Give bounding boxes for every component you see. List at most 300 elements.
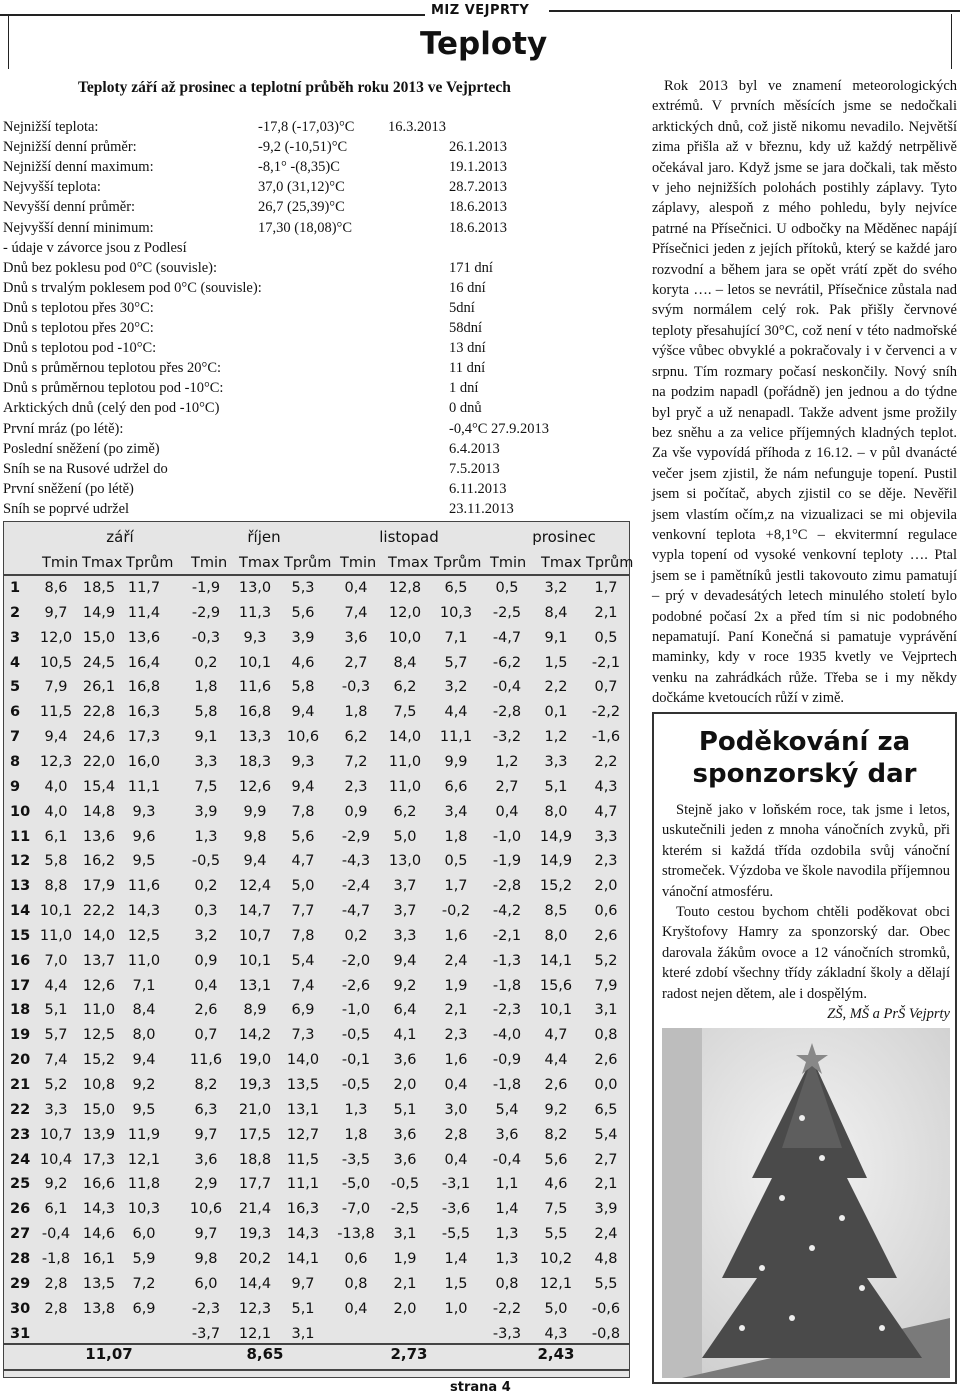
column-header: Tprům bbox=[434, 555, 482, 571]
table-cell: 0,4 bbox=[194, 977, 218, 994]
table-cell: 7,9 bbox=[44, 679, 68, 696]
table-cell: 2,6 bbox=[594, 1052, 618, 1069]
table-cell: 5,6 bbox=[291, 828, 315, 845]
table-cell: 3,3 bbox=[594, 828, 618, 845]
table-cell: 8,5 bbox=[544, 903, 568, 920]
table-cell: 12,5 bbox=[82, 1027, 116, 1044]
table-cell: 16,8 bbox=[238, 704, 272, 721]
day-number: 27 bbox=[10, 1226, 31, 1243]
table-cell: 5,6 bbox=[544, 1151, 568, 1168]
table-cell: 3,3 bbox=[393, 927, 417, 944]
table-cell: -0,1 bbox=[341, 1052, 371, 1069]
table-cell: 10,0 bbox=[388, 629, 422, 646]
table-cell: 16,1 bbox=[82, 1250, 116, 1267]
table-cell: 11,1 bbox=[127, 778, 161, 795]
month-header: říjen bbox=[247, 528, 281, 546]
table-cell: 9,4 bbox=[291, 704, 315, 721]
column-header: Tmax bbox=[541, 555, 582, 571]
table-cell: 24,6 bbox=[82, 729, 116, 746]
table-cell: -0,4 bbox=[41, 1226, 71, 1243]
table-cell: 14,3 bbox=[286, 1226, 320, 1243]
table-cell: 14,3 bbox=[82, 1201, 116, 1218]
stat-value: 0 dnů bbox=[449, 400, 482, 417]
day-number: 20 bbox=[10, 1052, 31, 1069]
table-cell: 2,4 bbox=[594, 1226, 618, 1243]
table-cell: 3,1 bbox=[291, 1325, 315, 1342]
stat-label: Sníh se poprvé udržel bbox=[3, 500, 130, 517]
table-cell: 10,2 bbox=[539, 1250, 573, 1267]
table-cell: 17,7 bbox=[238, 1176, 272, 1193]
table-cell: 6,0 bbox=[132, 1226, 156, 1243]
stat-value: 6.4.2013 bbox=[449, 440, 500, 457]
table-cell: 2,8 bbox=[44, 1300, 68, 1317]
table-cell: 13,5 bbox=[286, 1077, 320, 1093]
table-cell: 4,0 bbox=[44, 778, 68, 795]
table-cell: 1,5 bbox=[544, 654, 568, 671]
table-cell: 9,8 bbox=[194, 1250, 218, 1267]
table-cell: 7,5 bbox=[393, 704, 417, 721]
table-cell: 10,3 bbox=[127, 1201, 161, 1218]
month-average: 2,73 bbox=[390, 1345, 428, 1363]
table-cell: 2,9 bbox=[194, 1176, 218, 1193]
table-cell: 12,6 bbox=[238, 778, 272, 795]
table-cell: 12,0 bbox=[39, 629, 73, 646]
thanks-paragraph-2: Touto cestou bychom chtěli poděkovat obci Kryštofovy Hamry za sponzorský dar. Obec darovala žákům ovoce a 12 vánočních stromků, které zdobí všechny třídy základní školy a dělají radost nejen dětem, ale i dospělým. bbox=[662, 904, 950, 1002]
stat-value: 17,30 (18,08)°C bbox=[258, 219, 353, 236]
table-cell: -2,3 bbox=[191, 1300, 221, 1317]
table-cell: 7,8 bbox=[291, 803, 315, 820]
table-cell: 11,6 bbox=[127, 878, 161, 895]
table-cell: 2,1 bbox=[444, 1002, 468, 1019]
table-cell: 5,0 bbox=[544, 1300, 568, 1317]
table-cell: 1,6 bbox=[444, 927, 468, 944]
table-cell: 2,7 bbox=[594, 1151, 618, 1168]
stat-value: -8,1° -(8,35)C bbox=[258, 159, 340, 176]
table-cell: 8,0 bbox=[544, 803, 568, 820]
table-cell: 17,9 bbox=[82, 878, 116, 895]
table-cell: 3,9 bbox=[594, 1201, 618, 1218]
stat-label: Dnů s průměrnou teplotou pod -10°C: bbox=[3, 380, 224, 397]
table-cell: 0,1 bbox=[544, 704, 568, 721]
table-cell: 3,6 bbox=[495, 1126, 519, 1143]
table-cell: 13,6 bbox=[127, 629, 161, 646]
column-header: Tprům bbox=[126, 555, 174, 571]
table-cell: 4,4 bbox=[444, 704, 468, 721]
table-cell: -0,8 bbox=[591, 1325, 621, 1342]
table-cell: -2,9 bbox=[341, 828, 371, 845]
table-cell: -2,8 bbox=[492, 878, 522, 895]
table-cell: -0,5 bbox=[341, 1077, 371, 1093]
table-cell: 0,8 bbox=[594, 1027, 618, 1044]
table-cell: 0,5 bbox=[495, 580, 519, 596]
table-cell: 12,7 bbox=[286, 1126, 320, 1143]
thanks-title-line1: Poděkování za bbox=[698, 727, 911, 757]
table-cell: -1,8 bbox=[492, 1077, 522, 1093]
table-cell: 10,4 bbox=[39, 1151, 73, 1168]
article-subtitle: Teploty září až prosinec a teplotní průběh roku 2013 ve Vejprtech bbox=[78, 79, 511, 96]
table-cell: 5,5 bbox=[594, 1275, 618, 1292]
table-cell: -2,1 bbox=[492, 927, 522, 944]
table-cell: 1,7 bbox=[594, 580, 618, 596]
table-cell: 3,6 bbox=[194, 1151, 218, 1168]
table-cell: 4,6 bbox=[544, 1176, 568, 1193]
table-cell: 10,7 bbox=[39, 1126, 73, 1143]
table-cell: 11,0 bbox=[388, 753, 422, 770]
table-cell: 1,3 bbox=[344, 1101, 368, 1118]
table-cell: 1,8 bbox=[344, 1126, 368, 1143]
table-cell: 5,7 bbox=[44, 1027, 68, 1044]
table-cell: 1,0 bbox=[444, 1300, 468, 1317]
day-number: 13 bbox=[10, 878, 31, 895]
table-cell: -2,2 bbox=[591, 704, 621, 721]
table-cell: 11,6 bbox=[189, 1052, 223, 1069]
day-number: 25 bbox=[10, 1176, 31, 1193]
stat-value: 7.5.2013 bbox=[449, 460, 500, 477]
table-cell: 3,9 bbox=[194, 803, 218, 820]
table-cell: 9,3 bbox=[291, 753, 315, 770]
day-number: 15 bbox=[10, 927, 31, 944]
table-cell: 14,0 bbox=[286, 1052, 320, 1069]
table-cell: -1,6 bbox=[591, 729, 621, 746]
table-cell: 10,1 bbox=[539, 1002, 573, 1019]
table-cell: 3,0 bbox=[444, 1101, 468, 1118]
table-cell: 26,1 bbox=[82, 679, 116, 696]
stat-label: - údaje v závorce jsou z Podlesí bbox=[3, 239, 187, 256]
table-cell: 5,0 bbox=[393, 828, 417, 845]
table-cell: 7,3 bbox=[291, 1027, 315, 1044]
day-number: 22 bbox=[10, 1101, 31, 1118]
table-cell: 18,8 bbox=[238, 1151, 272, 1168]
table-cell: 4,4 bbox=[544, 1052, 568, 1069]
table-cell: 10,3 bbox=[439, 604, 473, 621]
day-number: 19 bbox=[10, 1027, 31, 1044]
table-cell: -2,0 bbox=[341, 952, 371, 969]
stat-label: Nejnižší teplota: bbox=[3, 119, 99, 135]
month-header: prosinec bbox=[532, 528, 596, 546]
column-header: Tprům bbox=[284, 555, 332, 571]
day-number: 7 bbox=[10, 729, 21, 746]
table-cell: 3,4 bbox=[444, 803, 468, 820]
day-number: 28 bbox=[10, 1250, 31, 1267]
month-average: 11,07 bbox=[85, 1345, 133, 1363]
table-cell: 5,8 bbox=[291, 679, 315, 696]
table-cell: -4,3 bbox=[341, 853, 371, 870]
table-cell: 0,9 bbox=[344, 803, 368, 820]
stat-value: -0,4°C 27.9.2013 bbox=[449, 420, 550, 437]
table-cell: 6,1 bbox=[44, 828, 68, 845]
stat-value: 23.11.2013 bbox=[449, 500, 514, 517]
table-cell: 3,2 bbox=[194, 927, 218, 944]
table-cell: -4,7 bbox=[492, 629, 522, 646]
day-number: 16 bbox=[10, 952, 31, 969]
table-cell: 11,5 bbox=[286, 1151, 320, 1168]
stat-label: Dnů s teplotou přes 20°C: bbox=[3, 320, 154, 336]
table-cell: 9,2 bbox=[132, 1077, 156, 1093]
table-cell: 5,3 bbox=[291, 580, 315, 596]
table-cell: -3,2 bbox=[492, 729, 522, 746]
table-cell: -1,0 bbox=[492, 828, 522, 845]
table-cell: -4,0 bbox=[492, 1027, 522, 1044]
table-cell: 3,3 bbox=[44, 1101, 68, 1118]
table-cell: -1,9 bbox=[191, 580, 221, 596]
table-cell: 9,2 bbox=[544, 1101, 568, 1118]
stat-value: -17,8 (-17,03)°C bbox=[258, 119, 355, 135]
day-number: 9 bbox=[10, 778, 21, 795]
table-cell: 8,9 bbox=[243, 1002, 267, 1019]
day-number: 6 bbox=[10, 704, 21, 721]
table-cell: -13,8 bbox=[337, 1226, 375, 1243]
day-number: 1 bbox=[10, 580, 21, 596]
day-number: 2 bbox=[10, 604, 21, 621]
day-number: 21 bbox=[10, 1077, 31, 1093]
table-cell: 11,0 bbox=[82, 1002, 116, 1019]
thanks-signature: ZŠ, MŠ a PrŠ Vejprty bbox=[827, 1006, 950, 1023]
day-number: 14 bbox=[10, 903, 31, 920]
table-cell: 9,5 bbox=[132, 1101, 156, 1118]
day-number: 29 bbox=[10, 1275, 31, 1292]
table-cell: 8,8 bbox=[44, 878, 68, 895]
table-cell: 9,5 bbox=[132, 853, 156, 870]
table-cell: 6,9 bbox=[132, 1300, 156, 1317]
table-cell: 8,4 bbox=[132, 1002, 156, 1019]
table-cell: 13,1 bbox=[286, 1101, 320, 1118]
table-cell: 17,5 bbox=[238, 1126, 272, 1143]
table-cell: -0,2 bbox=[441, 903, 471, 920]
table-cell: 22,8 bbox=[82, 704, 116, 721]
table-cell: 6,2 bbox=[344, 729, 368, 746]
table-cell: 11,1 bbox=[286, 1176, 320, 1193]
table-cell: 11,5 bbox=[39, 704, 73, 721]
table-cell: 6,1 bbox=[44, 1201, 68, 1218]
table-cell: 7,4 bbox=[44, 1052, 68, 1069]
table-cell: 0,6 bbox=[344, 1250, 368, 1267]
table-cell: 2,1 bbox=[594, 604, 618, 621]
month-average: 2,43 bbox=[537, 1345, 575, 1363]
table-cell: 5,7 bbox=[444, 654, 468, 671]
day-number: 5 bbox=[10, 679, 21, 696]
table-cell: 9,6 bbox=[132, 828, 156, 845]
table-cell: 18,5 bbox=[82, 580, 116, 596]
table-cell: -4,7 bbox=[341, 903, 371, 920]
table-cell: 5,6 bbox=[291, 604, 315, 621]
month-header: listopad bbox=[379, 528, 439, 546]
stat-value: 6.11.2013 bbox=[449, 480, 507, 497]
table-cell: 14,6 bbox=[82, 1226, 116, 1243]
table-cell: 8,4 bbox=[393, 654, 417, 671]
table-cell: 14,8 bbox=[82, 803, 116, 820]
table-cell: 12,1 bbox=[539, 1275, 573, 1292]
day-number: 3 bbox=[10, 629, 21, 646]
day-number: 31 bbox=[10, 1325, 31, 1342]
table-cell: 1,9 bbox=[444, 977, 468, 994]
table-cell: -2,9 bbox=[191, 604, 221, 621]
column-header: Tmin bbox=[42, 555, 79, 571]
day-number: 17 bbox=[10, 977, 31, 994]
table-cell: 13,6 bbox=[82, 828, 116, 845]
table-cell: -3,1 bbox=[441, 1176, 471, 1193]
table-cell: 5,0 bbox=[291, 878, 315, 895]
day-number: 30 bbox=[10, 1300, 31, 1317]
table-cell: 0,8 bbox=[495, 1275, 519, 1292]
table-cell: 13,9 bbox=[82, 1126, 116, 1143]
table-rule bbox=[4, 1369, 629, 1371]
table-cell: -5,0 bbox=[341, 1176, 371, 1193]
stat-value: 5dní bbox=[449, 299, 475, 316]
table-cell: 19,0 bbox=[238, 1052, 272, 1069]
table-cell: 5,1 bbox=[544, 778, 568, 795]
table-cell: 9,4 bbox=[243, 853, 267, 870]
table-cell: 4,7 bbox=[544, 1027, 568, 1044]
thanks-box bbox=[652, 712, 957, 1384]
table-cell: 16,0 bbox=[127, 753, 161, 770]
stat-value: 58dní bbox=[449, 320, 483, 336]
table-cell: 10,6 bbox=[189, 1201, 223, 1218]
table-cell: -2,6 bbox=[341, 977, 371, 994]
stat-value: 16 dní bbox=[449, 279, 486, 296]
table-cell: 10,5 bbox=[39, 654, 73, 671]
table-cell: 0,4 bbox=[444, 1151, 468, 1168]
table-cell: 0,5 bbox=[444, 853, 468, 870]
day-number: 12 bbox=[10, 853, 31, 870]
table-cell: 9,4 bbox=[44, 729, 68, 746]
table-cell: 15,0 bbox=[82, 1101, 116, 1118]
column-header: Tmin bbox=[340, 555, 377, 571]
table-cell: 15,4 bbox=[82, 778, 116, 795]
table-cell: 5,2 bbox=[44, 1077, 68, 1093]
table-cell: 5,4 bbox=[291, 952, 315, 969]
table-cell: 6,9 bbox=[291, 1002, 315, 1019]
table-cell: 6,5 bbox=[444, 580, 468, 596]
table-cell: 0,4 bbox=[444, 1077, 468, 1093]
table-cell: 5,4 bbox=[495, 1101, 519, 1118]
table-cell: 13,5 bbox=[82, 1275, 116, 1292]
table-cell: 8,6 bbox=[44, 580, 68, 596]
column-header: Tprům bbox=[586, 555, 634, 571]
table-cell: 3,6 bbox=[393, 1151, 417, 1168]
table-cell: 1,4 bbox=[444, 1250, 468, 1267]
table-cell: 2,8 bbox=[444, 1126, 468, 1143]
christmas-tree-photo bbox=[662, 1028, 950, 1378]
table-cell: 3,7 bbox=[393, 878, 417, 895]
table-cell: 10,1 bbox=[39, 903, 73, 920]
table-cell: 3,6 bbox=[344, 629, 368, 646]
table-cell: -5,5 bbox=[441, 1226, 471, 1243]
temperature-table bbox=[3, 521, 634, 1378]
table-cell: 1,3 bbox=[194, 828, 218, 845]
table-cell: 1,6 bbox=[444, 1052, 468, 1069]
table-cell: 9,7 bbox=[291, 1275, 315, 1292]
table-cell: 5,5 bbox=[544, 1226, 568, 1243]
stat-label: První mráz (po létě): bbox=[3, 420, 124, 437]
page-number: strana 4 bbox=[450, 1380, 511, 1395]
table-cell: 2,0 bbox=[393, 1300, 417, 1317]
table-cell: 13,0 bbox=[388, 853, 422, 870]
table-cell: 16,4 bbox=[127, 654, 161, 671]
day-number: 18 bbox=[10, 1002, 31, 1019]
table-cell: -3,3 bbox=[492, 1325, 522, 1342]
table-cell: 9,1 bbox=[544, 629, 568, 646]
table-cell: 7,5 bbox=[544, 1201, 568, 1218]
table-cell: 9,3 bbox=[243, 629, 267, 646]
table-cell: 19,3 bbox=[238, 1077, 272, 1093]
table-cell: 21,4 bbox=[238, 1201, 272, 1218]
table-cell: 20,2 bbox=[238, 1250, 272, 1267]
table-cell: 3,3 bbox=[194, 753, 218, 770]
table-cell: 16,3 bbox=[127, 704, 161, 721]
table-cell: 5,1 bbox=[44, 1002, 68, 1019]
table-cell: -0,5 bbox=[191, 853, 221, 870]
month-average: 8,65 bbox=[246, 1345, 284, 1363]
table-cell: 16,3 bbox=[286, 1201, 320, 1218]
table-cell: 14,9 bbox=[82, 604, 116, 621]
table-cell: 5,8 bbox=[194, 704, 218, 721]
table-cell: 0,2 bbox=[194, 654, 218, 671]
table-cell: 4,0 bbox=[44, 803, 68, 820]
table-cell: 12,1 bbox=[127, 1151, 161, 1168]
table-cell: 3,9 bbox=[291, 629, 315, 646]
table-cell: -0,4 bbox=[492, 1151, 522, 1168]
stat-value: 11 dní bbox=[449, 360, 486, 377]
table-cell: 6,2 bbox=[393, 679, 417, 696]
table-cell: -0,4 bbox=[492, 679, 522, 696]
table-cell: -0,5 bbox=[341, 1027, 371, 1044]
table-cell: 2,3 bbox=[594, 853, 618, 870]
table-cell: 2,6 bbox=[544, 1077, 568, 1093]
table-cell: 4,6 bbox=[291, 654, 315, 671]
table-cell: 7,8 bbox=[291, 927, 315, 944]
table-cell: 0,7 bbox=[194, 1027, 218, 1044]
table-rule bbox=[4, 574, 629, 576]
stat-label: Dnů s trvalým poklesem pod 0°C (souvisle): bbox=[3, 279, 262, 296]
table-cell: -2,4 bbox=[341, 878, 371, 895]
table-cell: -2,1 bbox=[591, 654, 621, 671]
table-cell: 4,7 bbox=[594, 803, 618, 820]
table-cell: 9,9 bbox=[444, 753, 468, 770]
day-number: 10 bbox=[10, 803, 31, 820]
table-cell: 7,1 bbox=[132, 977, 156, 994]
day-number: 23 bbox=[10, 1126, 31, 1143]
thanks-paragraph-1: Stejně jako v loňském roce, tak jsme i letos, uskutečnili jeden z mnoha vánočních zvyků, při kterém si každá třída ozdobila svůj vánoční stromeček. Výzdoba ve škole navodila příjemnou vánoční atmosféru. bbox=[662, 802, 950, 900]
table-cell: 1,2 bbox=[495, 753, 519, 770]
table-cell: 4,1 bbox=[393, 1027, 417, 1044]
table-cell: 12,3 bbox=[39, 753, 73, 770]
table-cell: 11,0 bbox=[39, 927, 73, 944]
table-cell: 9,7 bbox=[194, 1126, 218, 1143]
table-cell: 8,4 bbox=[544, 604, 568, 621]
table-cell: 9,2 bbox=[393, 977, 417, 994]
table-cell: -3,5 bbox=[341, 1151, 371, 1168]
table-cell: 2,7 bbox=[344, 654, 368, 671]
stat-label: Dnů s teplotou pod -10°C: bbox=[3, 340, 157, 357]
day-number: 26 bbox=[10, 1201, 31, 1218]
table-cell: 11,7 bbox=[127, 580, 161, 596]
table-cell: 14,1 bbox=[286, 1250, 320, 1267]
top-rule bbox=[549, 10, 960, 12]
table-cell: 17,3 bbox=[127, 729, 161, 746]
table-cell: 13,8 bbox=[82, 1300, 116, 1317]
stat-value: 13 dní bbox=[449, 340, 486, 357]
stat-date: 19.1.2013 bbox=[449, 159, 507, 176]
table-cell: 1,1 bbox=[495, 1176, 519, 1193]
table-cell: 14,0 bbox=[388, 729, 422, 746]
table-cell: 0,3 bbox=[194, 903, 218, 920]
table-cell: 6,0 bbox=[194, 1275, 218, 1292]
table-cell: 4,7 bbox=[291, 853, 315, 870]
table-cell: 0,8 bbox=[344, 1275, 368, 1292]
month-header: září bbox=[106, 528, 134, 546]
table-cell: 5,8 bbox=[44, 853, 68, 870]
table-cell: 2,7 bbox=[495, 778, 519, 795]
